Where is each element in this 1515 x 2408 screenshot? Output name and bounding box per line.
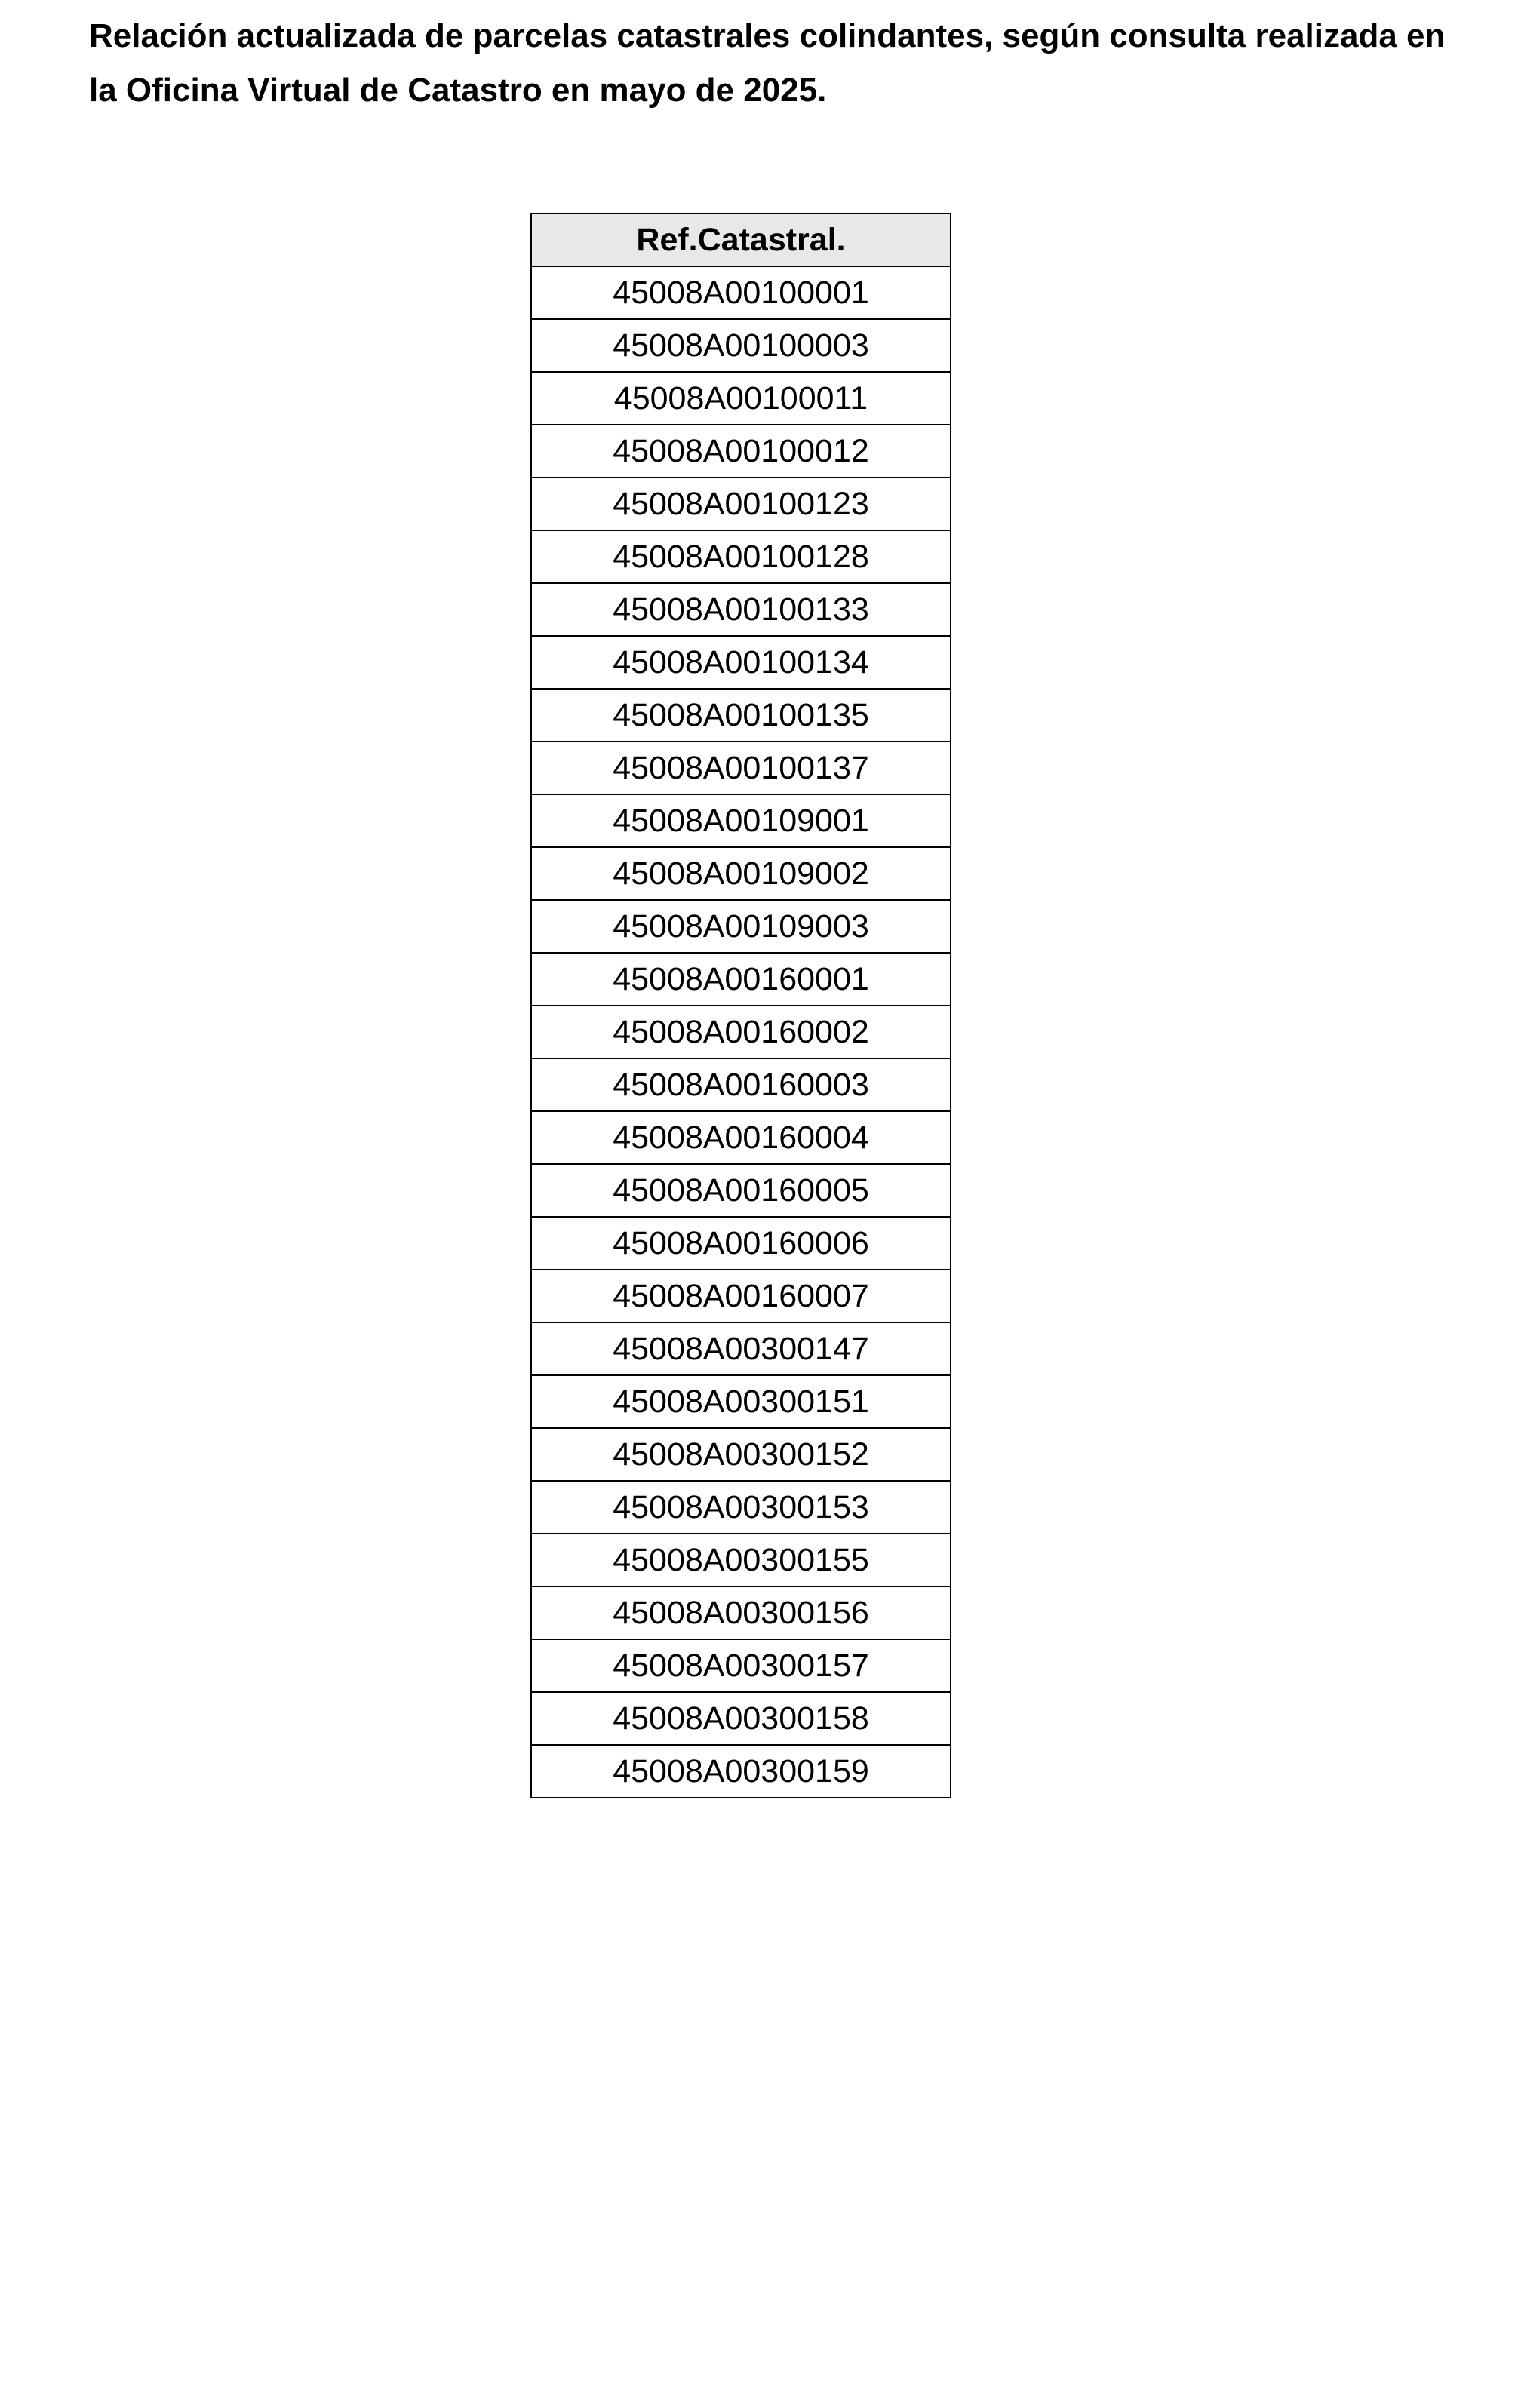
ref-cell: 45008A00100011 [531,372,951,425]
table-row [531,794,951,847]
table-row [531,1058,951,1111]
heading-line-2: la Oficina Virtual de Catastro en mayo de 2025. [89,72,827,109]
table-header-row [531,213,951,266]
table-row [531,1534,951,1586]
ref-cell: 45008A00300156 [531,1586,951,1639]
ref-cell: 45008A00300159 [531,1745,951,1798]
ref-cell: 45008A00300147 [531,1322,951,1375]
ref-cell: 45008A00100001 [531,266,951,319]
table-row [531,583,951,636]
ref-cell: 45008A00109001 [531,794,951,847]
ref-cell: 45008A00160001 [531,953,951,1006]
table-row [531,1006,951,1058]
table-row [531,689,951,742]
ref-cell: 45008A00100137 [531,742,951,794]
table-row [531,900,951,953]
ref-cell: 45008A00100128 [531,530,951,583]
ref-cell: 45008A00160006 [531,1217,951,1270]
table-row [531,636,951,689]
table-row [531,425,951,478]
table-row [531,1111,951,1164]
page-heading [89,9,1446,118]
table-row [531,319,951,372]
ref-cell: 45008A00160007 [531,1270,951,1322]
table-row [531,1428,951,1481]
table-row [531,266,951,319]
ref-cell: 45008A00109002 [531,847,951,900]
cadastral-reference-table [530,213,951,1798]
ref-cell: 45008A00160003 [531,1058,951,1111]
ref-cell: 45008A00160004 [531,1111,951,1164]
ref-cell: 45008A00300153 [531,1481,951,1534]
column-header-ref-catastral: Ref.Catastral. [531,213,951,266]
ref-cell: 45008A00300155 [531,1534,951,1586]
table-row [531,953,951,1006]
ref-cell: 45008A00100123 [531,478,951,530]
table-row [531,1586,951,1639]
table-row [531,847,951,900]
ref-cell: 45008A00100012 [531,425,951,478]
ref-cell: 45008A00160002 [531,1006,951,1058]
table-row [531,1164,951,1217]
table-row [531,1322,951,1375]
table-row [531,372,951,425]
ref-cell: 45008A00300157 [531,1639,951,1692]
ref-cell: 45008A00100134 [531,636,951,689]
ref-cell: 45008A00300158 [531,1692,951,1745]
ref-cell: 45008A00300152 [531,1428,951,1481]
table-row [531,1692,951,1745]
table-row [531,530,951,583]
ref-cell: 45008A00100135 [531,689,951,742]
ref-cell: 45008A00160005 [531,1164,951,1217]
ref-cell: 45008A00100133 [531,583,951,636]
heading-line-1: Relación actualizada de parcelas catastrales colindantes, según consulta realizada en [89,17,1446,54]
table-row [531,742,951,794]
table-row [531,478,951,530]
ref-cell: 45008A00109003 [531,900,951,953]
table-row [531,1375,951,1428]
table-row [531,1270,951,1322]
table-row [531,1481,951,1534]
table-row [531,1745,951,1798]
table-row [531,1639,951,1692]
ref-cell: 45008A00300151 [531,1375,951,1428]
table-row [531,1217,951,1270]
ref-cell: 45008A00100003 [531,319,951,372]
